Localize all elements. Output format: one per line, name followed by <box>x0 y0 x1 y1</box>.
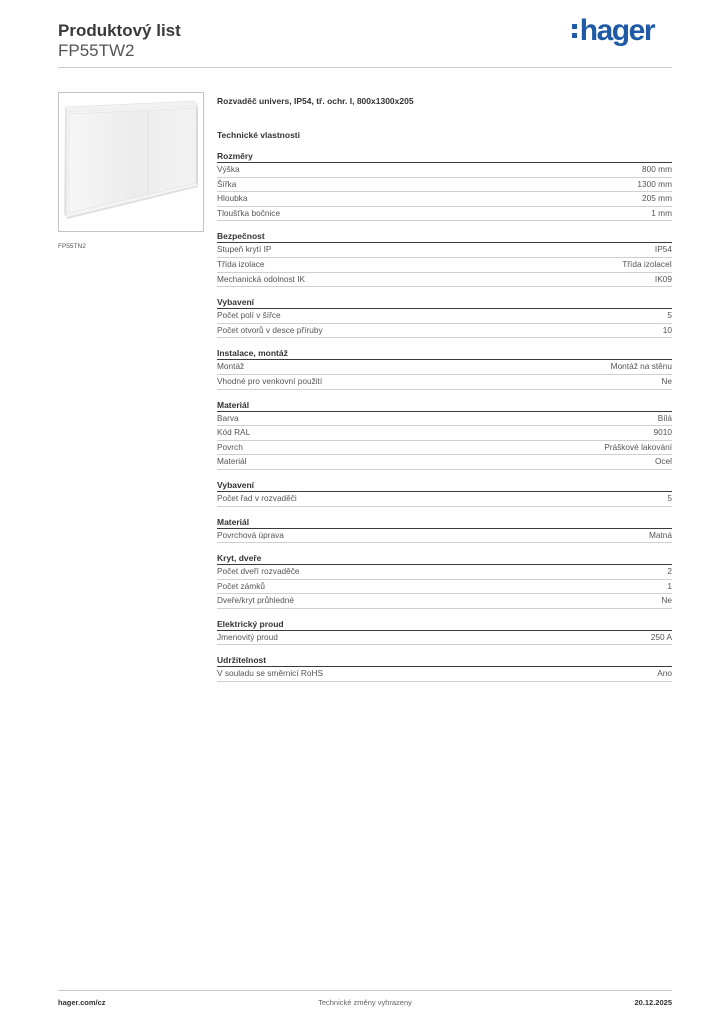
section-title: Kryt, dveře <box>217 552 672 565</box>
logo-colon-icon <box>572 24 577 38</box>
spec-row <box>217 441 672 456</box>
spec-label: V souladu se směrnicí RoHS <box>217 668 324 679</box>
spec-label: Povrch <box>217 441 243 452</box>
spec-label: Vhodné pro venkovní použití <box>217 375 323 386</box>
spec-row <box>217 667 672 682</box>
spec-label: Třída izolace <box>217 258 265 269</box>
hager-logo <box>572 14 654 48</box>
spec-value: Matná <box>648 529 672 540</box>
spec-section <box>217 552 672 609</box>
spec-label: Šířka <box>217 178 237 189</box>
spec-value: 800 mm <box>642 164 672 174</box>
spec-row <box>217 492 672 507</box>
footer-date: 20.12.2025 <box>634 998 672 1007</box>
spec-label: Tloušťka bočnice <box>217 207 281 218</box>
spec-label: Jmenovitý proud <box>217 631 278 642</box>
spec-row <box>217 192 672 207</box>
spec-value: Ne <box>661 595 672 606</box>
spec-label: Mechanická odolnost IK <box>217 273 306 284</box>
spec-row <box>217 207 672 222</box>
spec-section <box>217 347 672 389</box>
spec-row <box>217 412 672 427</box>
spec-label: Montáž <box>217 361 245 372</box>
spec-label: Počet zámků <box>217 580 265 591</box>
spec-value: 205 mm <box>642 193 672 204</box>
spec-section <box>217 479 672 507</box>
spec-label: Výška <box>217 164 240 174</box>
spec-value: 1 <box>667 580 672 591</box>
spec-section <box>217 654 672 682</box>
logo-text: hager <box>579 14 654 47</box>
spec-value: IK09 <box>654 273 672 284</box>
spec-value: Ocel <box>654 456 672 467</box>
spec-row <box>217 309 672 324</box>
header-divider <box>58 67 672 68</box>
spec-row <box>217 529 672 544</box>
section-title: Elektrický proud <box>217 618 672 631</box>
spec-value: 5 <box>667 492 672 503</box>
section-title: Rozměry <box>217 150 672 163</box>
spec-value: 2 <box>667 566 672 577</box>
spec-value: Práškové lakování <box>604 441 672 452</box>
footer-website: hager.com/cz <box>58 998 106 1007</box>
spec-label: Dveře/kryt průhledné <box>217 595 295 606</box>
spec-row <box>217 273 672 288</box>
spec-section <box>217 618 672 646</box>
technical-properties-title: Technické vlastnosti <box>217 130 300 140</box>
product-image <box>58 92 204 232</box>
product-code: FP55TW2 <box>58 41 135 60</box>
section-title: Vybavení <box>217 479 672 492</box>
spec-value: Bílá <box>657 412 672 423</box>
spec-label: Kód RAL <box>217 427 251 438</box>
spec-value: IP54 <box>654 244 672 255</box>
section-title: Bezpečnost <box>217 230 672 243</box>
spec-section <box>217 516 672 544</box>
spec-row <box>217 455 672 470</box>
product-description: Rozvaděč univers, IP54, tř. ochr. I, 800x1300x205 <box>217 96 414 106</box>
spec-value: 1 mm <box>651 207 672 218</box>
spec-content <box>217 95 672 691</box>
spec-row <box>217 163 672 178</box>
footer-notice: Technické změny vyhrazeny <box>318 998 412 1007</box>
spec-row <box>217 375 672 390</box>
spec-row <box>217 360 672 375</box>
spec-label: Materiál <box>217 456 247 467</box>
spec-section <box>217 150 672 221</box>
spec-value: Třída izolaceI <box>622 258 672 269</box>
spec-value: Montáž na stěnu <box>610 361 672 372</box>
section-title: Udržitelnost <box>217 654 672 667</box>
spec-label: Počet řad v rozvaděči <box>217 492 297 503</box>
spec-section <box>217 296 672 338</box>
footer-divider <box>58 990 672 991</box>
spec-section <box>217 399 672 470</box>
spec-label: Hloubka <box>217 193 248 204</box>
spec-row <box>217 565 672 580</box>
document-header <box>58 20 181 61</box>
section-title: Materiál <box>217 399 672 412</box>
page-title: Produktový list <box>58 21 181 40</box>
section-title: Vybavení <box>217 296 672 309</box>
spec-sections <box>217 150 672 682</box>
image-caption: FP55TN2 <box>58 243 86 250</box>
spec-value: 1300 mm <box>637 178 672 189</box>
spec-row <box>217 426 672 441</box>
spec-label: Barva <box>217 412 239 423</box>
spec-value: 10 <box>662 324 672 335</box>
enclosure-illustration <box>59 93 203 231</box>
spec-row <box>217 178 672 193</box>
spec-section <box>217 230 672 287</box>
spec-row <box>217 258 672 273</box>
spec-label: Povrchová úprava <box>217 529 284 540</box>
spec-row <box>217 631 672 646</box>
spec-value: 5 <box>667 310 672 321</box>
section-title: Materiál <box>217 516 672 529</box>
section-title: Instalace, montáž <box>217 347 672 360</box>
spec-value: Ne <box>661 375 672 386</box>
spec-value: 9010 <box>653 427 672 438</box>
spec-label: Počet otvorů v desce příruby <box>217 324 323 335</box>
spec-label: Stupeň krytí IP <box>217 244 272 255</box>
spec-label: Počet dveří rozvaděče <box>217 566 300 577</box>
spec-row <box>217 324 672 339</box>
spec-value: 250 A <box>650 631 672 642</box>
spec-row <box>217 594 672 609</box>
spec-label: Počet polí v šířce <box>217 310 281 321</box>
spec-value: Ano <box>657 668 672 679</box>
spec-row <box>217 243 672 258</box>
spec-row <box>217 580 672 595</box>
